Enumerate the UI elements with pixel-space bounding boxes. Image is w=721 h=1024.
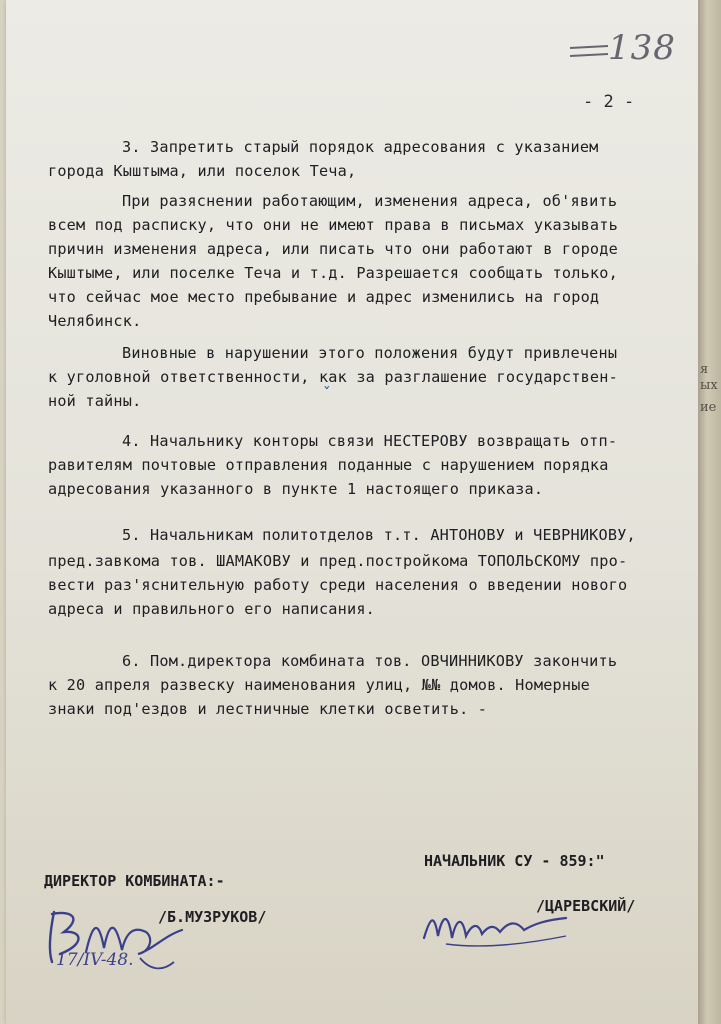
- text-line: что сейчас мое место пребывание и адрес изменились на город: [48, 288, 600, 306]
- text-line: всем под расписку, что они не имеют права в письмах указывать: [48, 216, 618, 234]
- text-line: При разяснении работающим, изменения адреса, об'явить: [122, 192, 618, 210]
- su-chief-signature-icon: [416, 898, 586, 958]
- text-line: причин изменения адреса, или писать что они работают в городе: [48, 240, 618, 258]
- text-line: Челябинск.: [48, 312, 142, 330]
- text-line: 5. Начальникам политотделов т.т. АНТОНОВУ и ЧЕВРНИКОВУ,: [122, 526, 636, 544]
- archive-stamp-number: [572, 28, 676, 68]
- text-line: к 20 апреля развеску наименования улиц, №№ домов. Номерные: [48, 676, 590, 694]
- stamp-number-text: 138: [608, 28, 676, 68]
- pen-tick-icon: ˇ: [322, 384, 332, 403]
- signature-date: 17/IV-48.: [56, 950, 134, 970]
- su-chief-name: /ЦАРЕВСКИЙ/: [536, 897, 636, 915]
- director-name: /Б.МУЗРУКОВ/: [158, 908, 267, 926]
- text-line: 4. Начальнику конторы связи НЕСТЕРОВУ возвращать отп-: [122, 432, 618, 450]
- text-line: 6. Пом.директора комбината тов. ОВЧИННИКОВУ закончить: [122, 652, 618, 670]
- edge-text-fragment: ых: [700, 378, 718, 393]
- text-line: ной тайны.: [48, 392, 142, 410]
- text-line: Кыштыме, или поселке Теча и т.д. Разрешается сообщать только,: [48, 264, 618, 282]
- text-line: адреса и правильного его написания.: [48, 600, 376, 618]
- text-line: пред.завкома тов. ШАМАКОВУ и пред.постройкома ТОПОЛЬСКОМУ про-: [48, 552, 628, 570]
- text-line: адресования указанного в пункте 1 настоящего приказа.: [48, 480, 544, 498]
- edge-text-fragment: я: [700, 362, 709, 377]
- edge-text-fragment: ие: [700, 400, 717, 415]
- text-line: знаки под'ездов и лестничные клетки осветить. -: [48, 700, 488, 718]
- text-line: к уголовной ответственности, как за разглашение государствен-: [48, 368, 618, 386]
- text-line: вести раз'яснительную работу среди населения о введении нового: [48, 576, 628, 594]
- text-line: Виновные в нарушении этого положения будут привлечены: [122, 344, 618, 362]
- strikethrough-mark: [568, 34, 610, 68]
- director-title: ДИРЕКТОР КОМБИНАТА:-: [44, 872, 225, 890]
- document-page: [6, 0, 698, 1024]
- su-chief-title: НАЧАЛЬНИК СУ - 859:": [424, 852, 605, 870]
- text-line: равителям почтовые отправления поданные с нарушением порядка: [48, 456, 609, 474]
- page-number: - 2 -: [583, 92, 635, 112]
- text-line: 3. Запретить старый порядок адресования с указанием: [122, 138, 599, 156]
- adjacent-page-edge: [698, 0, 721, 1024]
- text-line: города Кыштыма, или поселок Теча,: [48, 162, 357, 180]
